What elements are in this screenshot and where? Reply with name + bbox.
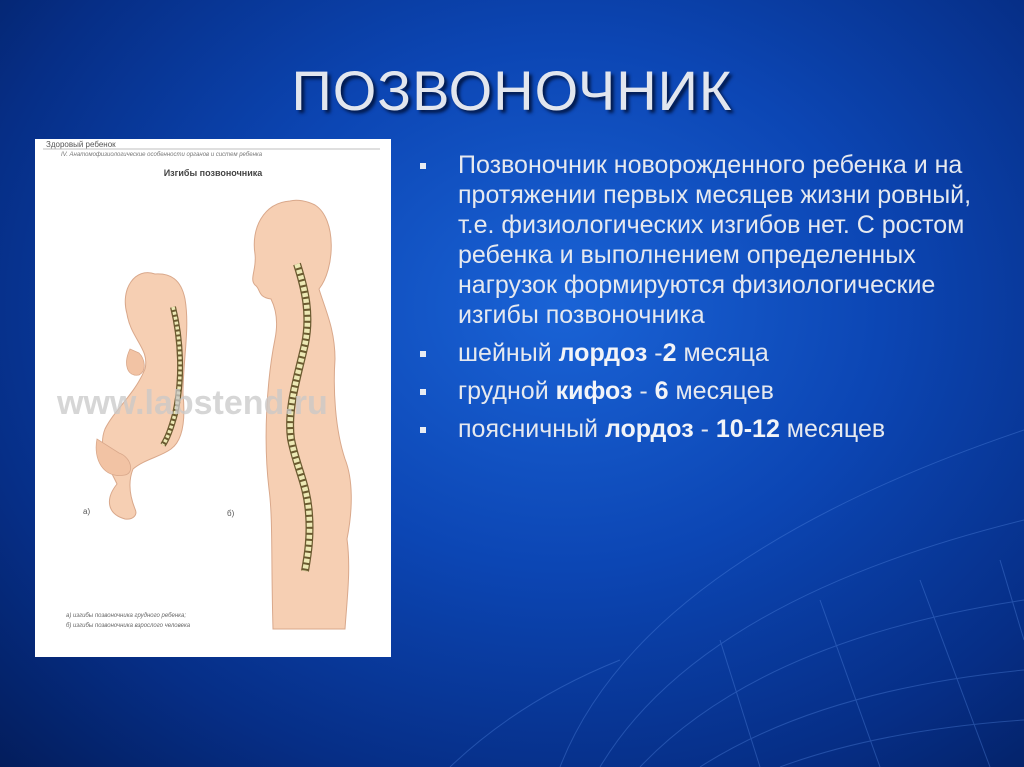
bullet-separator: - — [632, 377, 655, 405]
bullet-item-thoracic — [418, 376, 988, 406]
bullet-prefix: грудной — [458, 377, 556, 405]
bullet-term: лордоз — [604, 415, 694, 443]
bullet-text — [458, 414, 988, 444]
spine-curves-figure — [35, 139, 391, 657]
bullet-marker — [420, 351, 426, 357]
bullet-suffix: месяцев — [779, 415, 886, 443]
bullet-item-lumbar — [418, 414, 988, 444]
bullet-prefix: шейный — [458, 339, 559, 367]
bullet-item-intro — [418, 150, 988, 330]
figure-subheader: IV. Анатомофизиологические особенности органов и систем ребенка — [61, 152, 263, 158]
bullet-number: 6 — [654, 377, 669, 405]
bullet-suffix: месяцев — [668, 377, 774, 405]
bullet-number: 2 — [662, 339, 677, 367]
bullet-text — [458, 338, 988, 368]
bullet-term: лордоз — [558, 339, 648, 367]
figure-caption-b: б) изгибы позвоночника взрослого человека — [66, 623, 191, 629]
bullet-marker — [420, 163, 426, 169]
figure-heading: Изгибы позвоночника — [163, 168, 263, 178]
slide-title: ПОЗВОНОЧНИК — [291, 59, 733, 122]
watermark: www.labstend.ru — [57, 384, 328, 422]
bullet-text: Позвоночник новорожденного ребенка и на протяжении первых месяцев жизни ровный, т.е. физиологических изгибов нет. С ростом ребенка и выполнением определенных нагрузок формируются физиологические изгибы позвоночника — [458, 151, 972, 329]
figure-label-a: а) — [83, 507, 91, 516]
figure-label-b: б) — [227, 509, 235, 518]
bullet-term: кифоз — [555, 377, 633, 405]
bullet-number: 10-12 — [715, 415, 780, 443]
figure-caption-a: а) изгибы позвоночника грудного ребенка; — [66, 613, 186, 619]
bullet-list — [418, 150, 988, 452]
bullet-marker — [420, 389, 426, 395]
bullet-text — [458, 376, 988, 406]
bullet-marker — [420, 427, 426, 433]
bullet-separator: - — [647, 339, 663, 367]
bullet-suffix: месяца — [676, 339, 769, 367]
bullet-item-cervical — [418, 338, 988, 368]
figure-header: Здоровый ребенок — [46, 140, 116, 149]
bullet-prefix: поясничный — [458, 415, 605, 443]
bullet-separator: - — [693, 415, 716, 443]
